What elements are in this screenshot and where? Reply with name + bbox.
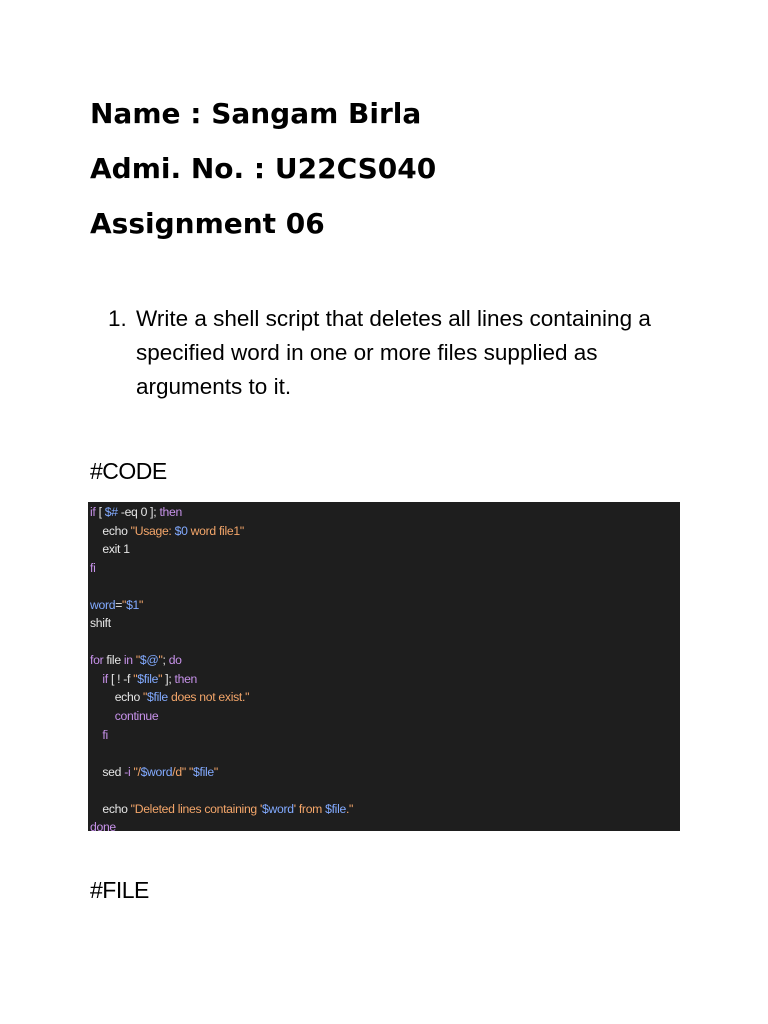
code-line xyxy=(90,559,680,578)
code-line xyxy=(90,522,680,541)
code-token: ' from xyxy=(293,801,326,816)
code-token: [ xyxy=(95,505,105,519)
admission-number: Admi. No. : U22CS040 xyxy=(90,152,437,185)
code-token: echo xyxy=(90,523,131,538)
code-token: if xyxy=(90,505,96,519)
assignment-title: Assignment 06 xyxy=(90,207,325,240)
code-line xyxy=(90,540,680,559)
code-block xyxy=(88,502,680,831)
code-token: ]; xyxy=(162,671,175,686)
code-line xyxy=(90,688,680,707)
code-token: [ ! -f xyxy=(107,671,134,686)
question-item xyxy=(108,302,688,404)
code-token: $file xyxy=(193,764,214,779)
code-token: ; xyxy=(162,653,169,668)
code-token: -eq 0 ]; xyxy=(117,505,160,519)
code-token: " xyxy=(133,671,138,686)
code-line xyxy=(90,670,680,689)
code-line xyxy=(90,781,680,800)
code-token: word file1" xyxy=(187,523,244,538)
code-token: if xyxy=(102,671,108,686)
code-token: shift xyxy=(90,616,111,631)
code-token: echo xyxy=(90,801,131,816)
code-token: $file xyxy=(137,671,159,686)
code-token: word xyxy=(90,597,116,612)
code-token: = xyxy=(115,597,123,612)
code-token xyxy=(90,672,102,686)
code-token: exit 1 xyxy=(90,542,130,557)
code-line xyxy=(90,744,680,763)
code-section-label: #CODE xyxy=(90,458,167,484)
code-token: sed xyxy=(90,764,125,779)
code-token: do xyxy=(168,653,182,668)
code-token xyxy=(90,709,115,723)
code-line xyxy=(90,633,680,652)
code-token: $@ xyxy=(139,653,159,668)
code-token: " xyxy=(143,690,148,705)
code-token: $word xyxy=(262,801,294,816)
code-line xyxy=(90,503,680,522)
code-token: "Usage: xyxy=(130,523,175,538)
code-token: does not exist." xyxy=(167,690,250,705)
code-token: " xyxy=(213,764,218,779)
code-line xyxy=(90,726,680,745)
code-token: continue xyxy=(114,709,159,724)
code-token: "/ xyxy=(133,764,141,779)
code-token: then xyxy=(174,671,198,686)
code-token: for xyxy=(90,653,104,668)
code-token: done xyxy=(90,820,116,831)
code-line xyxy=(90,763,680,782)
code-token: fi xyxy=(90,560,96,575)
code-token: -i xyxy=(124,764,131,779)
code-token: in xyxy=(123,653,133,668)
code-token: $0 xyxy=(174,523,188,538)
code-line xyxy=(90,818,680,831)
code-token: " xyxy=(122,597,127,612)
code-token: " xyxy=(135,653,140,668)
code-token: then xyxy=(159,505,182,519)
code-token: " xyxy=(139,597,144,612)
code-token: fi xyxy=(102,727,108,742)
code-line xyxy=(90,614,680,633)
code-line xyxy=(90,651,680,670)
code-token: $word xyxy=(140,764,173,779)
code-token: echo xyxy=(90,690,144,705)
file-section-label: #FILE xyxy=(90,877,149,903)
code-token xyxy=(90,728,102,742)
code-line xyxy=(90,577,680,596)
code-token: $# xyxy=(104,505,118,519)
code-line xyxy=(90,596,680,615)
code-token: " xyxy=(188,764,193,779)
code-token: ." xyxy=(345,801,354,816)
code-line xyxy=(90,800,680,819)
code-token: "Deleted lines containing ' xyxy=(130,801,263,816)
student-name: Name : Sangam Birla xyxy=(90,97,422,130)
code-token: " xyxy=(158,653,163,668)
question-text: Write a shell script that deletes all lines containing a specified word in one or more files supplied as arguments to it. xyxy=(136,306,651,399)
code-line xyxy=(90,707,680,726)
code-token: $file xyxy=(325,801,346,816)
code-token: $file xyxy=(147,690,168,705)
code-token: $1 xyxy=(126,597,140,612)
code-token: file xyxy=(103,653,124,668)
code-token: " xyxy=(158,671,163,686)
question-number: 1. xyxy=(108,306,127,331)
code-token: /d" xyxy=(172,764,186,779)
